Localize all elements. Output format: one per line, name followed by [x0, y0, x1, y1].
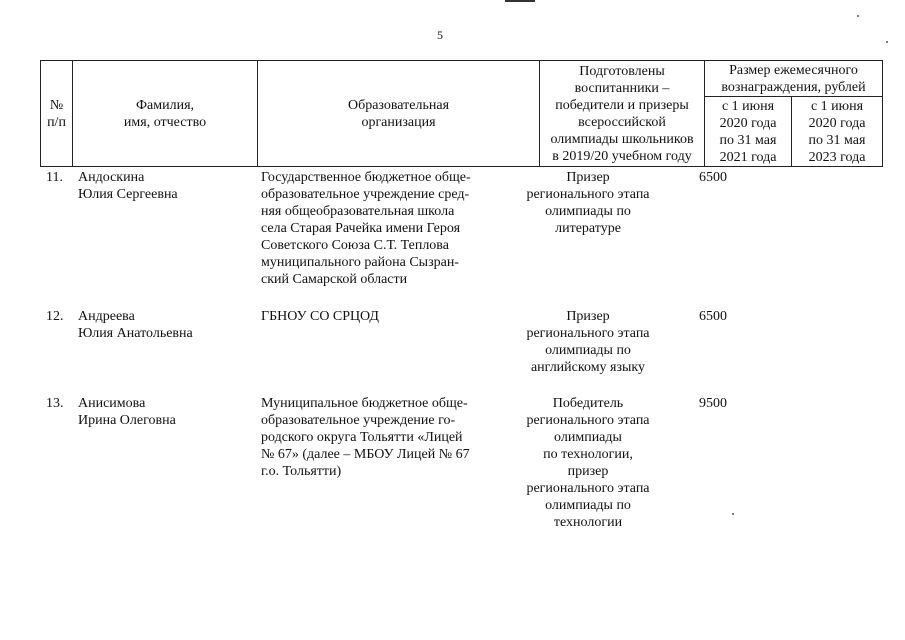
- header-period-2023: с 1 июня 2020 года по 31 мая 2023 года: [792, 97, 883, 167]
- achievement: Призер регионального этапа олимпиады по литературе: [526, 170, 650, 236]
- header-reward: Размер ежемесячного вознаграждения, рублей: [705, 61, 883, 97]
- reward-amount: 6500: [699, 170, 727, 185]
- person-name: Андоскина Юлия Сергеевна: [78, 170, 178, 202]
- header-prepared: Подготовлены воспитанники – победители и призеры всероссийской олимпиады школьников в 2019/20 учебном году: [540, 61, 705, 167]
- header-name: Фамилия, имя, отчество: [73, 61, 258, 167]
- header-org: Образовательная организация: [258, 61, 540, 167]
- scan-speck: [886, 41, 888, 43]
- table-header: [40, 60, 883, 167]
- row-number: 13.: [46, 396, 64, 411]
- scan-speck: [857, 15, 859, 17]
- reward-amount: 6500: [699, 309, 727, 324]
- row-number: 12.: [46, 309, 64, 324]
- organization: ГБНОУ СО СРЦОД: [261, 309, 379, 324]
- person-name: Андреева Юлия Анатольевна: [78, 309, 193, 341]
- organization: Муниципальное бюджетное обще- образовательное учреждение го- родского округа Тольятти «Лицей № 67» (далее – МБОУ Лицей № 67 г.о. Тольятти): [261, 396, 470, 479]
- header-period-2021: с 1 июня 2020 года по 31 мая 2021 года: [705, 97, 792, 167]
- reward-amount: 9500: [699, 396, 727, 411]
- achievement: Победитель регионального этапа олимпиады по технологии, призер регионального этапа олимпиады по технологии: [526, 396, 650, 530]
- scan-speck: [732, 513, 734, 515]
- page-number: 5: [437, 28, 443, 42]
- organization: Государственное бюджетное обще- образовательное учреждение сред- няя общеобразовательная школа села Старая Рачейка имени Героя Советского Союза С.Т. Теплова муниципального района Сызран- ский Самарской области: [261, 170, 471, 287]
- header-num: № п/п: [41, 61, 73, 167]
- person-name: Анисимова Ирина Олеговна: [78, 396, 176, 428]
- achievement: Призер регионального этапа олимпиады по английскому языку: [526, 309, 650, 375]
- row-number: 11.: [46, 170, 63, 185]
- scan-mark: [505, 0, 535, 2]
